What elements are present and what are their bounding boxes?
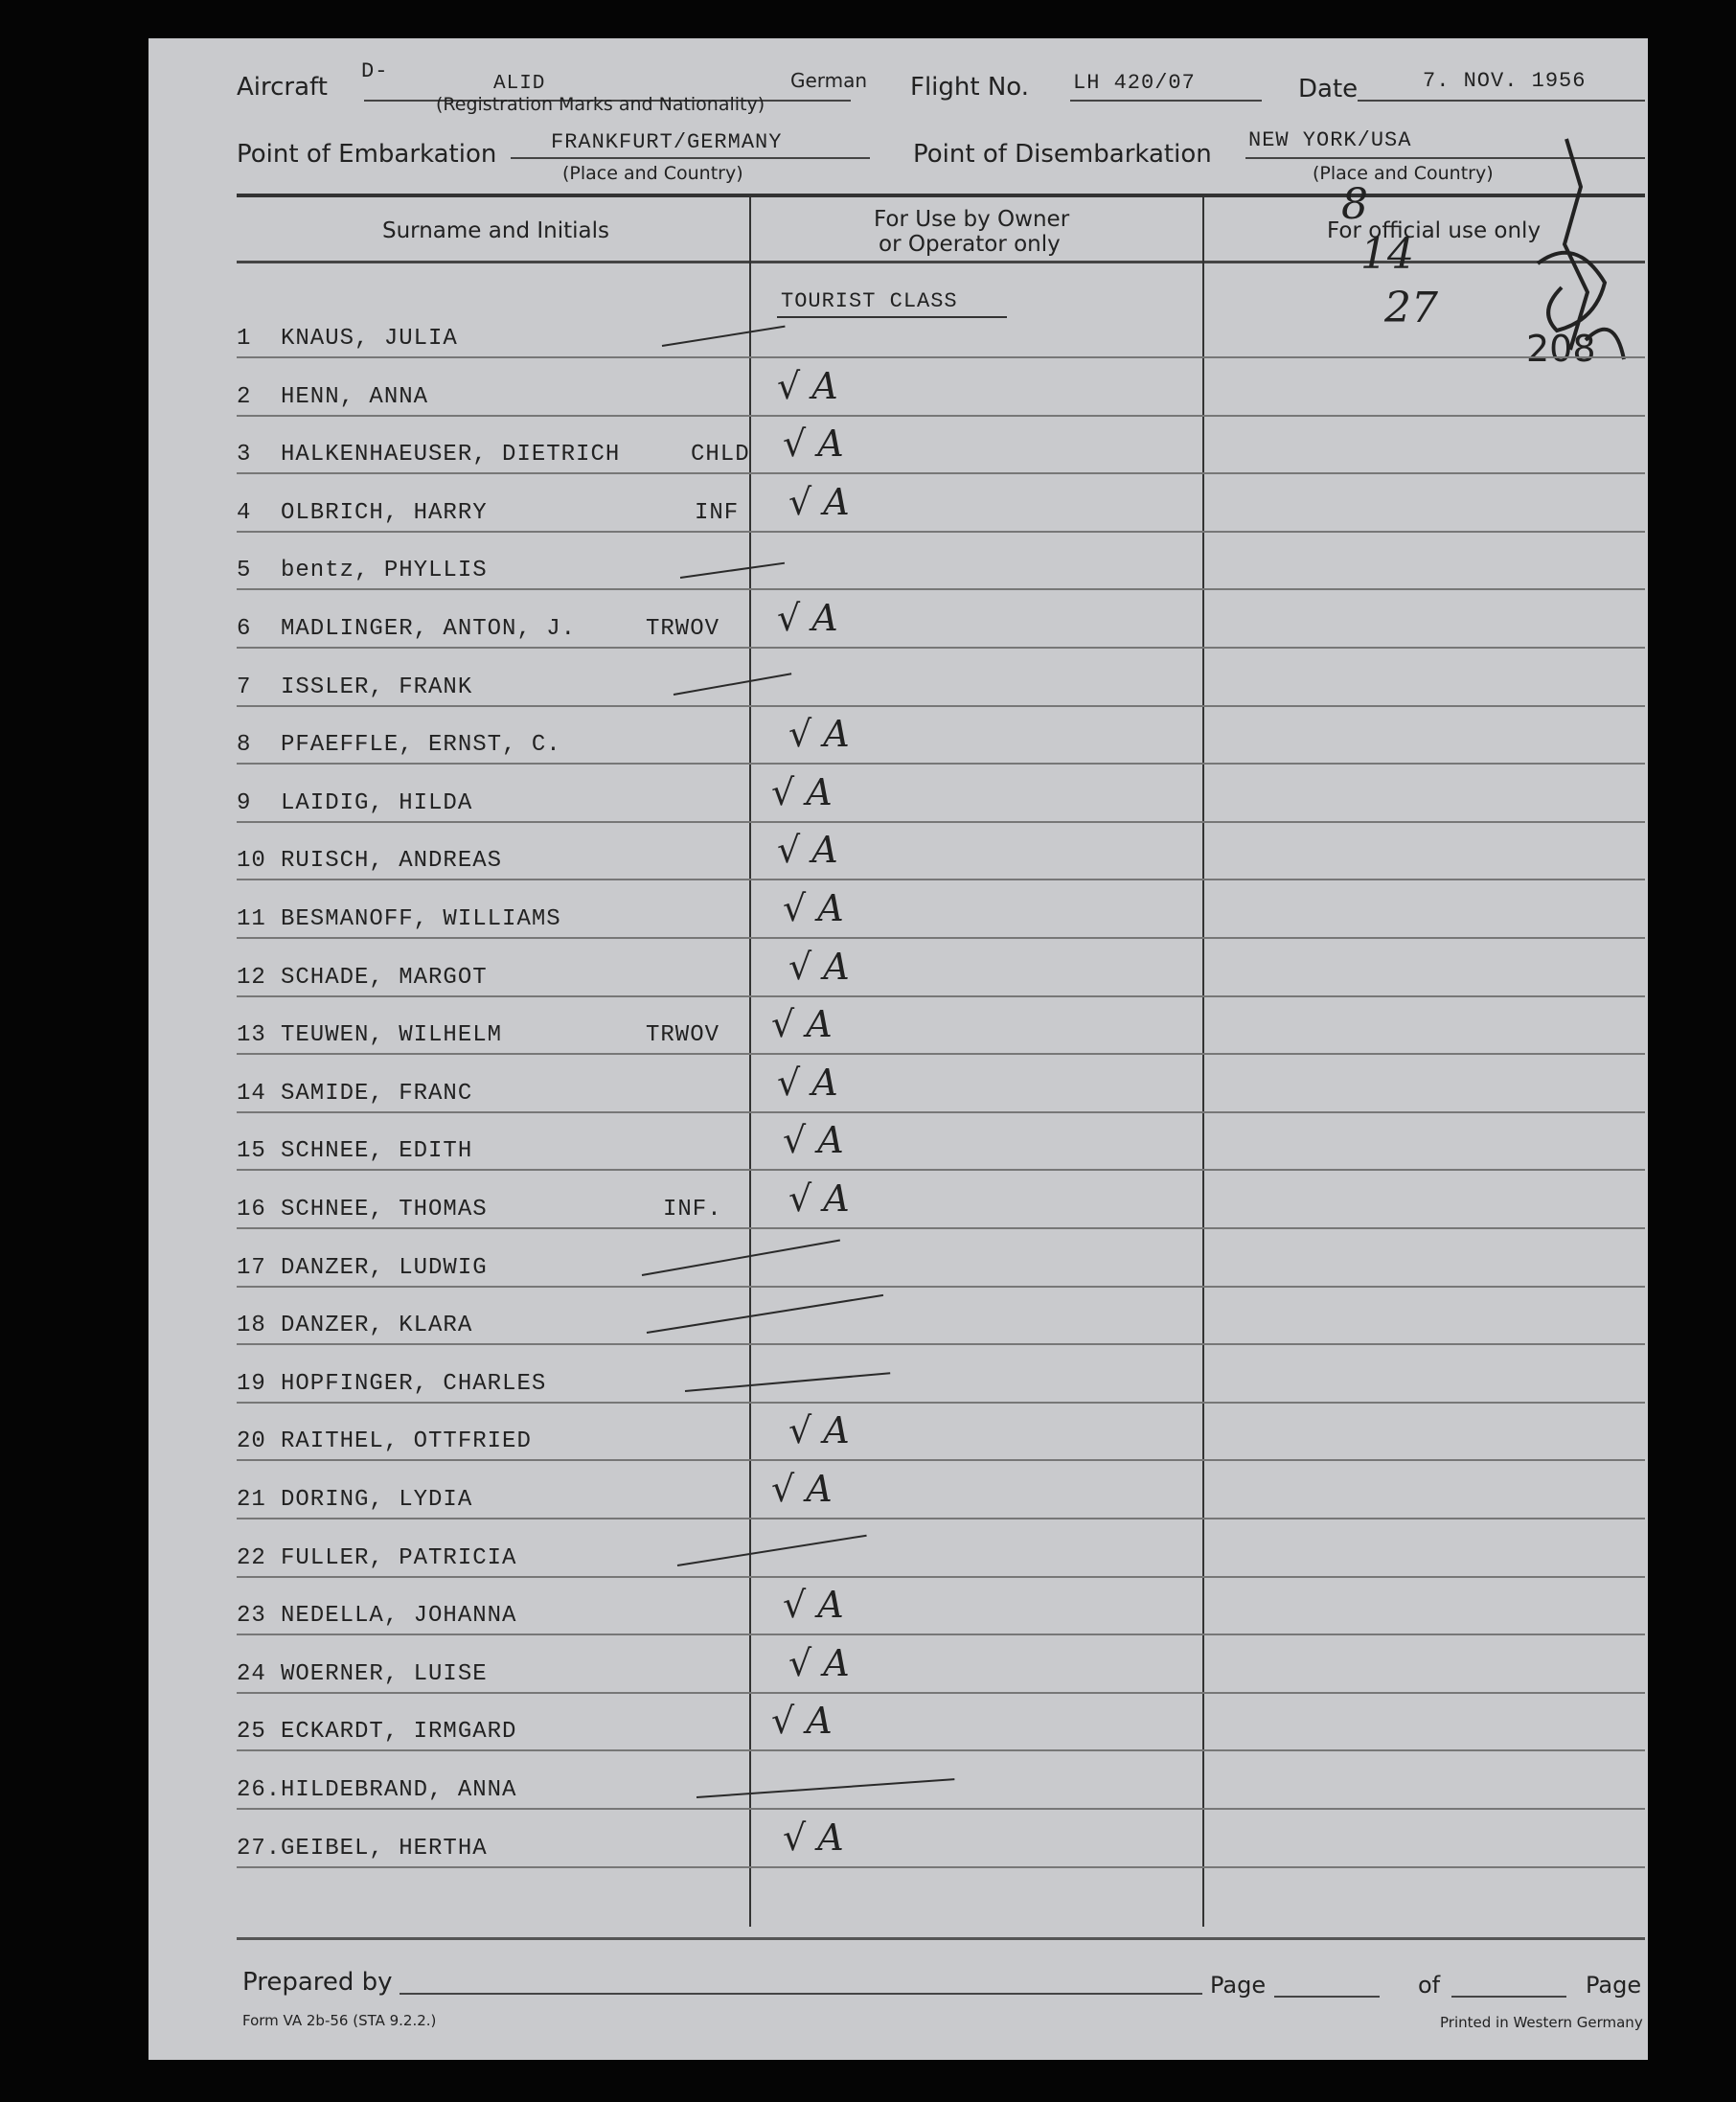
header-bottom-rule: [237, 261, 1645, 263]
row-number: 17: [237, 1254, 266, 1281]
row-number: 4: [237, 499, 252, 526]
col-header-owner-line2: or Operator only: [879, 232, 1061, 257]
embarkation-label: Point of Embarkation: [237, 140, 497, 169]
row-rule: [237, 1866, 1645, 1868]
col-header-official: For official use only: [1327, 218, 1542, 243]
row-number: 3: [237, 442, 252, 468]
row-rule: [237, 1169, 1645, 1171]
col-header-owner-line1: For Use by Owner: [874, 207, 1070, 232]
passenger-name: KNAUS, JULIA: [281, 326, 458, 352]
row-rule: [237, 1749, 1645, 1751]
flight-label: Flight No.: [910, 73, 1030, 102]
passenger-name: TEUWEN, WILHELM: [281, 1022, 503, 1049]
operator-check-mark: √ A: [771, 1700, 833, 1743]
row-number: 25: [237, 1719, 266, 1746]
date-value: 7. NOV. 1956: [1423, 69, 1587, 93]
passenger-type-code: INF: [695, 499, 740, 526]
row-number: 23: [237, 1603, 266, 1630]
official-hand-mark-2: 14: [1360, 230, 1414, 279]
row-number: 13: [237, 1022, 266, 1049]
row-number: 5: [237, 558, 252, 584]
row-number: 16: [237, 1197, 266, 1222]
strike-through-mark: [685, 1372, 890, 1392]
row-number: 20: [237, 1428, 266, 1455]
passenger-type-code: TRWOV: [646, 1022, 720, 1049]
registration-caption: (Registration Marks and Nationality): [436, 94, 765, 115]
row-number: 19: [237, 1370, 266, 1397]
row-rule: [237, 1808, 1645, 1810]
passenger-name: ECKARDT, IRMGARD: [281, 1719, 517, 1746]
row-rule: [237, 1692, 1645, 1694]
disembarkation-value: NEW YORK/USA: [1248, 128, 1412, 152]
strike-through-mark: [674, 673, 791, 696]
operator-check-mark: √ A: [783, 1584, 844, 1627]
passenger-type-code: TRWOV: [646, 616, 720, 642]
passenger-name: SCHADE, MARGOT: [281, 964, 488, 991]
class-label: TOURIST CLASS: [781, 289, 958, 313]
operator-check-mark: √ A: [771, 770, 833, 813]
row-rule: [237, 1518, 1645, 1519]
prepared-by-line: [400, 1993, 1202, 1995]
row-rule: [237, 995, 1645, 997]
row-rule: [237, 705, 1645, 707]
row-number: 26.: [237, 1777, 282, 1803]
official-hand-mark-3: 27: [1384, 284, 1438, 332]
row-rule: [237, 588, 1645, 590]
row-rule: [237, 415, 1645, 417]
passenger-name: SAMIDE, FRANC: [281, 1080, 473, 1107]
row-rule: [237, 937, 1645, 939]
row-number: 21: [237, 1487, 266, 1513]
operator-check-mark: √ A: [783, 1119, 844, 1162]
passenger-name: DANZER, KLARA: [281, 1313, 473, 1339]
passenger-name: RAITHEL, OTTFRIED: [281, 1428, 532, 1455]
passenger-name: HENN, ANNA: [281, 383, 429, 410]
passenger-name: RUISCH, ANDREAS: [281, 848, 503, 875]
passenger-name: BESMANOFF, WILLIAMS: [281, 906, 561, 932]
passenger-name: MADLINGER, ANTON, J.: [281, 616, 577, 642]
of-label: of: [1418, 1972, 1441, 1999]
of-line: [1451, 1996, 1566, 1998]
passenger-name: SCHNEE, EDITH: [281, 1138, 473, 1165]
row-rule: [237, 1343, 1645, 1345]
row-number: 15: [237, 1138, 266, 1165]
passenger-name: GEIBEL, HERTHA: [281, 1835, 488, 1862]
row-number: 12: [237, 964, 266, 991]
operator-check-mark: √ A: [771, 1003, 833, 1046]
row-rule: [237, 1227, 1645, 1229]
row-rule: [237, 821, 1645, 823]
embarkation-caption: (Place and Country): [562, 163, 743, 184]
manifest-sheet: [148, 38, 1648, 2060]
strike-through-mark: [647, 1294, 883, 1334]
disembarkation-caption: (Place and Country): [1313, 163, 1494, 184]
flight-number: LH 420/07: [1073, 71, 1196, 95]
row-number: 18: [237, 1313, 266, 1339]
row-rule: [237, 879, 1645, 880]
row-rule: [237, 647, 1645, 649]
page-label: Page: [1210, 1972, 1267, 1999]
operator-check-mark: √ A: [788, 713, 850, 756]
operator-check-mark: √ A: [788, 945, 850, 988]
passenger-name: HOPFINGER, CHARLES: [281, 1370, 547, 1397]
row-rule: [237, 356, 1645, 358]
operator-check-mark: √ A: [777, 1061, 838, 1104]
official-hand-mark-1: 8: [1341, 180, 1368, 229]
operator-check-mark: √ A: [783, 887, 844, 929]
row-rule: [237, 472, 1645, 474]
aircraft-registration: ALID: [493, 73, 546, 95]
embarkation-value: FRANKFURT/GERMANY: [551, 130, 783, 154]
flight-underline: [1070, 100, 1262, 102]
strike-through-mark: [680, 562, 785, 579]
passenger-name: DANZER, LUDWIG: [281, 1254, 488, 1281]
passenger-name: SCHNEE, THOMAS: [281, 1197, 488, 1222]
prepared-by-label: Prepared by: [242, 1968, 393, 1997]
date-underline: [1358, 100, 1645, 102]
passenger-type-code: CHLD: [691, 442, 750, 468]
column-divider-2: [1202, 196, 1204, 1927]
row-number: 11: [237, 906, 266, 932]
passenger-name: ISSLER, FRANK: [281, 674, 473, 700]
printed-in: Printed in Western Germany: [1440, 2014, 1643, 2031]
operator-check-mark: √ A: [783, 423, 844, 466]
col-header-surname: Surname and Initials: [382, 218, 609, 243]
operator-check-mark: √ A: [777, 364, 838, 407]
row-rule: [237, 1286, 1645, 1288]
row-number: 6: [237, 616, 252, 642]
row-number: 7: [237, 674, 252, 700]
row-number: 22: [237, 1544, 266, 1571]
row-rule: [237, 1459, 1645, 1461]
row-rule: [237, 763, 1645, 765]
class-underline: [777, 316, 1007, 318]
operator-check-mark: √ A: [788, 480, 850, 523]
row-number: 10: [237, 848, 266, 875]
operator-check-mark: √ A: [777, 829, 838, 872]
row-rule: [237, 1576, 1645, 1578]
passenger-name: HALKENHAEUSER, DIETRICH: [281, 442, 621, 468]
table-top-rule: [237, 194, 1645, 197]
row-rule: [237, 1402, 1645, 1404]
strike-through-mark: [662, 326, 786, 347]
passenger-name: DORING, LYDIA: [281, 1487, 473, 1513]
passenger-name: OLBRICH, HARRY: [281, 499, 488, 526]
page-line: [1274, 1996, 1380, 1998]
row-number: 27.: [237, 1835, 282, 1862]
aircraft-prefix: D-: [361, 59, 389, 83]
row-number: 14: [237, 1080, 266, 1107]
passenger-name: PFAEFFLE, ERNST, C.: [281, 732, 561, 759]
operator-check-mark: √ A: [777, 597, 838, 639]
passenger-name: LAIDIG, HILDA: [281, 789, 473, 816]
strike-through-mark: [697, 1778, 954, 1798]
passenger-name: bentz, PHYLLIS: [281, 558, 488, 584]
operator-check-mark: √ A: [788, 1409, 850, 1452]
form-number: Form VA 2b-56 (STA 9.2.2.): [242, 2012, 437, 2029]
row-number: 1: [237, 326, 252, 352]
embarkation-underline: [511, 157, 870, 159]
strike-through-mark: [642, 1239, 840, 1275]
disembarkation-label: Point of Disembarkation: [913, 140, 1212, 169]
row-rule: [237, 1053, 1645, 1055]
table-bottom-rule: [237, 1937, 1645, 1940]
operator-check-mark: √ A: [783, 1816, 844, 1859]
aircraft-label: Aircraft: [237, 73, 328, 102]
row-rule: [237, 531, 1645, 533]
date-label: Date: [1298, 75, 1359, 103]
passenger-name: NEDELLA, JOHANNA: [281, 1603, 517, 1630]
operator-check-mark: √ A: [788, 1177, 850, 1220]
row-number: 8: [237, 732, 252, 759]
operator-check-mark: √ A: [788, 1641, 850, 1684]
passenger-name: WOERNER, LUISE: [281, 1660, 488, 1687]
passenger-type-code: INF.: [663, 1197, 722, 1222]
page-label-2: Page: [1586, 1972, 1642, 1999]
row-rule: [237, 1634, 1645, 1635]
row-number: 9: [237, 789, 252, 816]
aircraft-nationality: German: [790, 69, 868, 92]
row-number: 24: [237, 1660, 266, 1687]
row-number: 2: [237, 383, 252, 410]
strike-through-mark: [677, 1534, 867, 1565]
operator-check-mark: √ A: [771, 1468, 833, 1510]
page-stamp: 208: [1526, 328, 1596, 370]
passenger-name: HILDEBRAND, ANNA: [281, 1777, 517, 1803]
passenger-name: FULLER, PATRICIA: [281, 1544, 517, 1571]
row-rule: [237, 1111, 1645, 1113]
